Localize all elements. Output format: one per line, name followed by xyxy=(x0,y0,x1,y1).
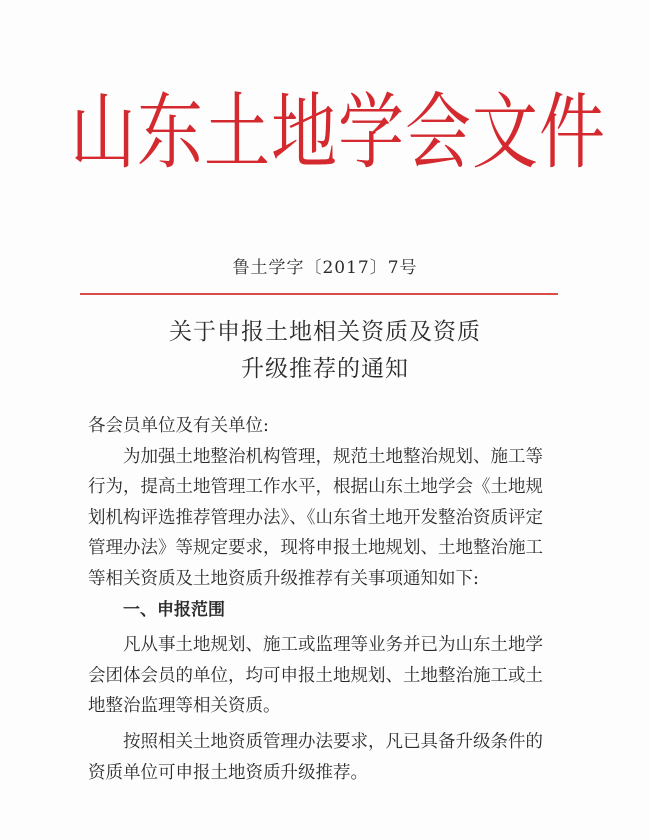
paragraph-line: 行为，提高土地管理工作水平，根据山东土地学会《土地规 xyxy=(88,477,543,498)
notice-title-line: 升级推荐的通知 xyxy=(241,356,409,382)
section-heading: 一、申报范围 xyxy=(123,599,225,620)
masthead-title: 山东土地学会文件 xyxy=(70,84,606,181)
paragraph-line: 为加强土地整治机构管理，规范土地整治规划、施工等 xyxy=(123,446,543,467)
paragraph-line: 划机构评选推荐管理办法》、《山东省土地开发整治资质评定 xyxy=(88,507,543,528)
paragraph-line: 会团体会员的单位，均可申报土地规划、土地整治施工或土 xyxy=(88,665,543,686)
paragraph-line: 按照相关土地资质管理办法要求，凡已具备升级条件的 xyxy=(123,731,543,752)
notice-body xyxy=(88,411,568,788)
paragraph-line: 资质单位可申报土地资质升级推荐。 xyxy=(88,762,368,783)
red-divider-line xyxy=(80,293,558,295)
paragraph-line: 地整治监理等相关资质。 xyxy=(88,696,281,717)
notice-title-line: 关于申报土地相关资质及资质 xyxy=(169,319,481,345)
notice-title xyxy=(0,314,650,388)
document-number: 鲁土学字〔2017〕7号 xyxy=(232,258,418,278)
paragraph-line: 凡从事土地规划、施工或监理等业务并已为山东土地学 xyxy=(123,635,543,656)
salutation: 各会员单位及有关单位: xyxy=(88,416,269,436)
paragraph-line: 管理办法》等规定要求，现将申报土地规划、土地整治施工 xyxy=(88,538,543,559)
paragraph-line: 等相关资质及土地资质升级推荐有关事项通知如下: xyxy=(88,568,479,589)
